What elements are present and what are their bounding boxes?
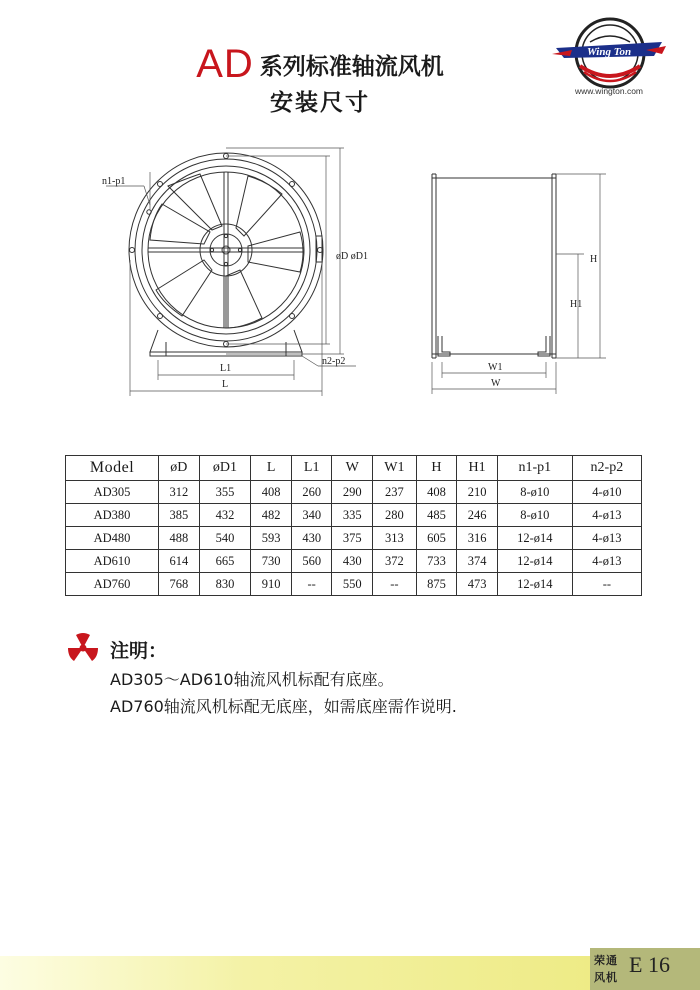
table-cell: 375 [332, 527, 373, 550]
table-cell: 312 [159, 481, 200, 504]
table-cell: 4-ø13 [572, 550, 641, 573]
label-l: L [222, 379, 229, 390]
table-cell: 408 [416, 481, 457, 504]
header-w: W [332, 456, 373, 481]
header-od: øD [159, 456, 200, 481]
table-cell: 340 [291, 504, 332, 527]
table-cell: 4-ø13 [572, 527, 641, 550]
header-h: H [416, 456, 457, 481]
table-cell: 730 [251, 550, 292, 573]
table-cell: 665 [199, 550, 251, 573]
table-cell: 540 [199, 527, 251, 550]
table-cell: 473 [457, 573, 498, 596]
table-cell: 430 [291, 527, 332, 550]
page-subtitle: 安装尺寸 [270, 90, 370, 116]
table-cell: AD760 [66, 573, 159, 596]
table-cell: 210 [457, 481, 498, 504]
header-n2-p2: n2-p2 [572, 456, 641, 481]
page-title [0, 42, 640, 87]
table-cell: 550 [332, 573, 373, 596]
table-cell: 12-ø14 [497, 527, 572, 550]
table-cell: 12-ø14 [497, 573, 572, 596]
table-cell: 432 [199, 504, 251, 527]
dimension-table [65, 455, 642, 596]
table-cell: 335 [332, 504, 373, 527]
label-w1: W1 [488, 362, 503, 373]
note-line-2: AD760轴流风机标配无底座，如需底座需作说明. [110, 697, 457, 716]
table-cell: 408 [251, 481, 292, 504]
table-cell: 875 [416, 573, 457, 596]
label-h: H [590, 254, 598, 265]
table-cell: 488 [159, 527, 200, 550]
table-row [66, 550, 642, 573]
header-n1-p1: n1-p1 [497, 456, 572, 481]
label-n2-p2: n2-p2 [322, 356, 346, 367]
header-h1: H1 [457, 456, 498, 481]
fan-note-icon [64, 633, 102, 663]
table-cell: 605 [416, 527, 457, 550]
table-cell: 733 [416, 550, 457, 573]
table-row [66, 573, 642, 596]
table-cell: 290 [332, 481, 373, 504]
table-cell: 374 [457, 550, 498, 573]
table-cell: 316 [457, 527, 498, 550]
table-header-row [66, 456, 642, 481]
table-cell: 830 [199, 573, 251, 596]
table-row [66, 504, 642, 527]
table-row [66, 481, 642, 504]
table-cell: 560 [291, 550, 332, 573]
table-cell: 593 [251, 527, 292, 550]
table-cell: 485 [416, 504, 457, 527]
footer-brand-line1: 荣通 [594, 954, 618, 967]
table-cell: AD610 [66, 550, 159, 573]
header-w1: W1 [373, 456, 417, 481]
table-cell: 372 [373, 550, 417, 573]
table-cell: 8-ø10 [497, 481, 572, 504]
table-cell: 4-ø10 [572, 481, 641, 504]
table-cell: 768 [159, 573, 200, 596]
table-cell: 430 [332, 550, 373, 573]
label-n1-p1: n1-p1 [102, 176, 126, 187]
footer-brand [594, 952, 628, 986]
table-cell: AD380 [66, 504, 159, 527]
label-diameter: øD øD1 [336, 251, 368, 262]
logo-text: Wing Ton [586, 46, 632, 58]
table-cell: 355 [199, 481, 251, 504]
label-w: W [491, 378, 501, 389]
table-cell: 313 [373, 527, 417, 550]
table-cell: 385 [159, 504, 200, 527]
table-cell: 910 [251, 573, 292, 596]
table-cell: 12-ø14 [497, 550, 572, 573]
header-l: L [251, 456, 292, 481]
table-cell: -- [572, 573, 641, 596]
footer-brand-line2: 风机 [594, 971, 618, 984]
table-row [66, 527, 642, 550]
table-cell: 8-ø10 [497, 504, 572, 527]
table-cell: 614 [159, 550, 200, 573]
label-l1: L1 [220, 363, 232, 374]
table-cell: 260 [291, 481, 332, 504]
title-model-prefix: AD [196, 42, 254, 86]
notes-title: 注明： [110, 640, 168, 662]
header-od1: øD1 [199, 456, 251, 481]
note-line-1: AD305～AD610轴流风机标配有底座。 [110, 670, 394, 689]
header-model: Model [66, 456, 159, 481]
table-cell: -- [291, 573, 332, 596]
table-cell: 482 [251, 504, 292, 527]
table-cell: -- [373, 573, 417, 596]
table-cell: 237 [373, 481, 417, 504]
page-number: E 16 [629, 952, 670, 977]
table-cell: 4-ø13 [572, 504, 641, 527]
table-cell: 280 [373, 504, 417, 527]
header-l1: L1 [291, 456, 332, 481]
title-series-name: 系列标准轴流风机 [259, 54, 444, 80]
label-h1: H1 [570, 299, 583, 310]
table-cell: 246 [457, 504, 498, 527]
table-cell: AD305 [66, 481, 159, 504]
table-cell: AD480 [66, 527, 159, 550]
installation-drawing [0, 140, 700, 405]
logo-url: www.wington.com [574, 86, 644, 96]
